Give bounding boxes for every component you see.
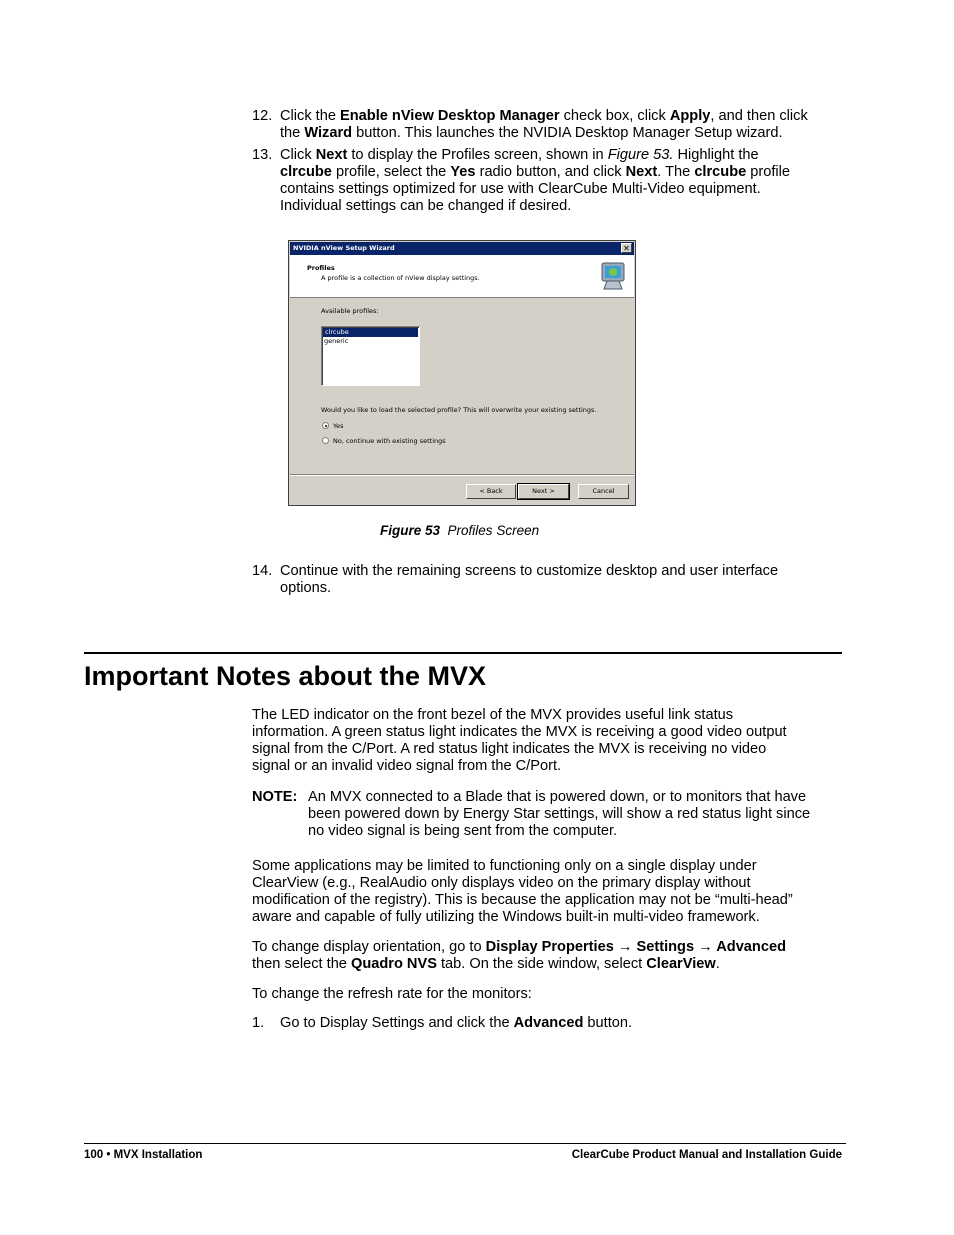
text: then select the xyxy=(252,956,351,972)
text-line: An MVX connected to a Blade that is powered down, or to monitors that have xyxy=(308,789,807,805)
bold-term: Enable nView Desktop Manager xyxy=(340,108,560,124)
text: the xyxy=(280,125,305,141)
note-text xyxy=(308,789,842,840)
text-line: signal from the C/Port. A red status light indicates the MVX is receiving no video xyxy=(252,741,767,757)
figure-caption xyxy=(380,523,539,538)
nview-setup-wizard-dialog xyxy=(288,240,636,506)
header-subtitle: A profile is a collection of nView display settings. xyxy=(321,274,480,282)
figure-reference: Figure 53. xyxy=(607,147,674,163)
figure-label: Figure 53 xyxy=(380,523,441,538)
step-text xyxy=(280,147,790,215)
section-rule xyxy=(84,652,842,654)
orientation-paragraph xyxy=(252,939,852,973)
bold-term: ClearView xyxy=(646,956,716,972)
text-line: Some applications may be limited to functioning only on a single display under xyxy=(252,858,757,874)
text: tab. On the side window, select xyxy=(436,956,647,972)
text: Click xyxy=(280,147,316,163)
text-line: Individual settings can be changed if desired. xyxy=(280,198,572,214)
text: check box, click xyxy=(559,108,670,124)
step-number: 1. xyxy=(252,1015,265,1031)
text-line: contains settings optimized for use with ClearCube Multi-Video equipment. xyxy=(280,181,761,197)
text-line: signal or an invalid video signal from the C/Port. xyxy=(252,758,562,774)
header-title: Profiles xyxy=(307,264,335,272)
dialog-titlebar xyxy=(290,242,634,255)
text-line: aware and capable of fully utilizing the Windows built-in multi-video framework. xyxy=(252,909,760,925)
refresh-rate-paragraph: To change the refresh rate for the monitors: xyxy=(252,986,532,1002)
text: profile xyxy=(746,164,791,180)
text-line: modification of the registry). This is because the application may not be “multi-head” xyxy=(252,892,793,908)
bold-term: Wizard xyxy=(304,125,353,141)
section-heading: Important Notes about the MVX xyxy=(84,661,487,691)
text-line: information. A green status light indicates the MVX is receiving a good video output xyxy=(252,724,787,740)
step-number: 12. xyxy=(252,108,273,124)
bold-term: Advanced xyxy=(513,1015,584,1031)
text: , and then click xyxy=(710,108,808,124)
radio-no[interactable] xyxy=(322,437,329,444)
close-icon[interactable]: ✕ xyxy=(621,243,632,253)
footer-rule xyxy=(84,1143,846,1144)
load-profile-question: Would you like to load the selected profile? This will overwrite your existing settings. xyxy=(321,406,597,414)
divider xyxy=(290,474,634,476)
note-label: NOTE: xyxy=(252,789,298,805)
text: to display the Profiles screen, shown in xyxy=(347,147,608,163)
step-text xyxy=(280,1015,632,1032)
text: Go to Display Settings and click the xyxy=(280,1015,514,1031)
profiles-listbox[interactable] xyxy=(321,326,420,386)
step-text xyxy=(280,108,808,142)
text-line: been powered down by Energy Star settings, will show a red status light since xyxy=(308,806,811,822)
bold-term: Apply xyxy=(669,108,711,124)
radio-yes-label: Yes xyxy=(333,422,344,430)
text: Click the xyxy=(280,108,341,124)
bold-term: Next xyxy=(625,164,658,180)
text: Highlight the xyxy=(673,147,759,163)
applications-paragraph xyxy=(252,858,852,926)
text: button. xyxy=(583,1015,633,1031)
footer-document-title: ClearCube Product Manual and Installation Guide xyxy=(571,1149,842,1161)
radio-yes[interactable] xyxy=(322,422,329,429)
figure-title: Profiles Screen xyxy=(447,523,540,538)
dialog-title: NVIDIA nView Setup Wizard xyxy=(293,244,395,252)
text-line: options. xyxy=(280,580,332,596)
cancel-button[interactable]: Cancel xyxy=(578,484,629,499)
next-button[interactable]: Next > xyxy=(518,484,569,499)
step-number: 13. xyxy=(252,147,273,163)
led-paragraph xyxy=(252,707,852,775)
available-profiles-label: Available profiles: xyxy=(321,307,379,315)
bold-term: Next xyxy=(315,147,348,163)
dialog-header xyxy=(290,255,634,298)
text-line: no video signal is being sent from the computer. xyxy=(308,823,618,839)
list-item[interactable]: generic xyxy=(324,337,349,345)
list-item[interactable]: clrcube xyxy=(323,328,418,337)
text: button. This launches the NVIDIA Desktop Manager Setup wizard. xyxy=(352,125,783,141)
text: radio button, and click xyxy=(475,164,626,180)
text-line: The LED indicator on the front bezel of the MVX provides useful link status xyxy=(252,707,734,723)
bold-term: clrcube xyxy=(280,164,332,180)
text-line: Continue with the remaining screens to customize desktop and user interface xyxy=(280,563,779,579)
text-line: ClearView (e.g., RealAudio only displays video on the primary display without xyxy=(252,875,751,891)
bold-term: Quadro NVS xyxy=(350,956,437,972)
radio-no-label: No, continue with existing settings xyxy=(333,437,446,445)
text: . xyxy=(715,956,720,972)
bold-term: clrcube xyxy=(694,164,747,180)
text: . The xyxy=(657,164,695,180)
step-text xyxy=(280,563,778,597)
monitor-icon xyxy=(599,259,627,293)
bold-term: Display Properties → Settings → Advanced xyxy=(485,939,786,955)
step-number: 14. xyxy=(252,563,273,579)
text: profile, select the xyxy=(331,164,451,180)
back-button[interactable]: < Back xyxy=(466,484,516,499)
footer-page-label: 100 • MVX Installation xyxy=(84,1149,203,1161)
text: To change display orientation, go to xyxy=(252,939,486,955)
bold-term: Yes xyxy=(450,164,476,180)
